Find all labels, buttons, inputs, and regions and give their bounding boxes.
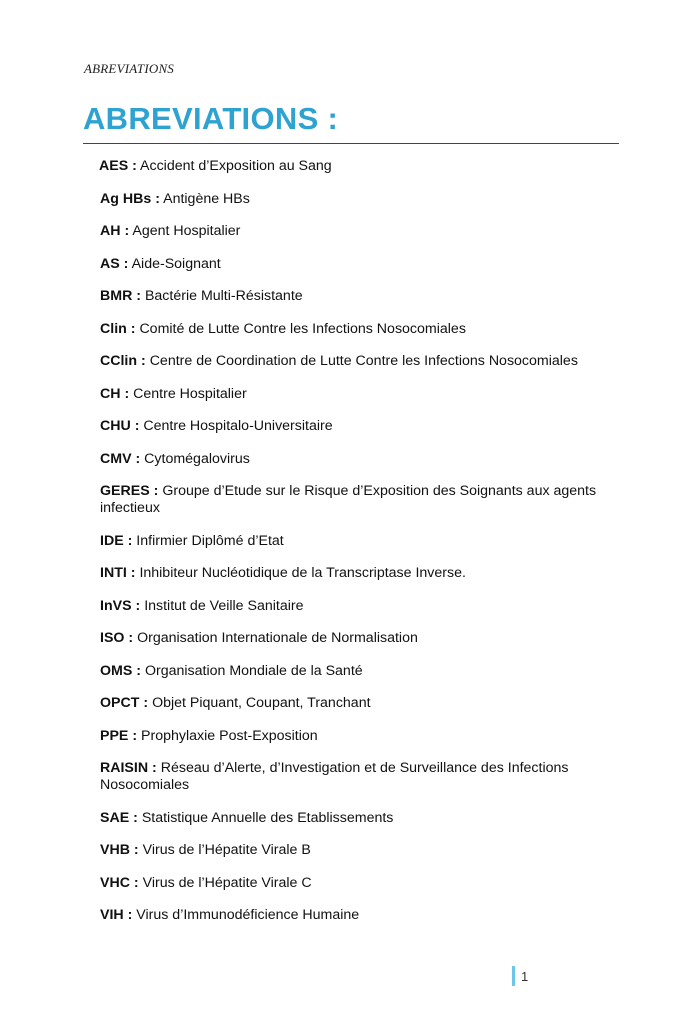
term-separator: : xyxy=(127,532,133,549)
abbreviation-definition: Infirmier Diplômé d’Etat xyxy=(136,532,284,549)
abbreviation-item xyxy=(100,533,600,550)
page-title: ABREVIATIONS : xyxy=(83,101,339,136)
term-separator: : xyxy=(124,223,130,239)
page-number-block xyxy=(512,966,528,986)
abbreviation-term: CMV xyxy=(100,450,132,467)
abbreviation-term: VHC xyxy=(100,874,130,891)
abbreviation-term: CHU xyxy=(100,418,131,434)
term-separator: : xyxy=(155,190,160,207)
abbreviation-term: CH xyxy=(100,385,121,402)
abbreviation-item xyxy=(100,728,600,745)
abbreviation-term: RAISIN xyxy=(100,760,149,776)
term-separator: : xyxy=(133,809,138,826)
term-separator: : xyxy=(133,874,139,891)
abbreviation-item xyxy=(100,630,600,647)
abbreviation-item xyxy=(100,598,600,615)
abbreviation-item xyxy=(100,695,600,712)
abbreviation-term: INTI xyxy=(100,565,127,581)
abbreviation-item xyxy=(100,483,600,517)
abbreviation-definition: Bactérie Multi-Résistante xyxy=(144,288,303,304)
abbreviation-item xyxy=(100,321,600,338)
abbreviation-definition: Centre de Coordination de Lutte Contre les Infections Nosocomiales xyxy=(149,353,578,369)
abbreviation-item xyxy=(100,191,600,208)
term-separator: : xyxy=(134,418,140,434)
term-separator: : xyxy=(152,760,157,776)
abbreviation-item xyxy=(100,760,600,794)
running-header: ABREVIATIONS xyxy=(84,61,175,76)
term-separator: : xyxy=(130,565,136,581)
abbreviation-definition: Inhibiteur Nucléotidique de la Transcriptase Inverse. xyxy=(139,565,466,581)
abbreviation-definition: Centre Hospitalier xyxy=(133,385,247,402)
abbreviation-item xyxy=(100,418,600,435)
abbreviation-definition: Organisation Internationale de Normalisation xyxy=(137,630,418,646)
abbreviation-definition: Cytomégalovirus xyxy=(144,450,250,467)
abbreviation-item xyxy=(100,663,600,680)
abbreviation-term: PPE xyxy=(100,727,129,744)
abbreviation-definition: Organisation Mondiale de la Santé xyxy=(144,662,363,679)
abbreviation-term: GERES xyxy=(100,483,150,499)
abbreviation-item xyxy=(99,158,600,175)
page-number: 1 xyxy=(521,968,529,984)
abbreviation-term: CClin xyxy=(100,353,138,369)
abbreviation-definition: Virus de l’Hépatite Virale C xyxy=(142,874,312,891)
abbreviation-item xyxy=(100,907,600,924)
abbreviation-item xyxy=(100,451,600,468)
abbreviation-definition: Réseau d’Alerte, d’Investigation et de Surveillance des Infections Nosocomiales xyxy=(100,760,569,793)
abbreviation-definition: Prophylaxie Post-Exposition xyxy=(141,727,318,744)
term-separator: : xyxy=(123,255,129,272)
abbreviation-term: AES xyxy=(99,158,129,174)
abbreviation-item xyxy=(100,223,600,240)
page-number-accent-bar xyxy=(512,966,515,986)
abbreviation-item xyxy=(100,353,600,370)
abbreviation-item xyxy=(100,256,600,273)
term-separator: : xyxy=(141,353,146,369)
abbreviation-item xyxy=(100,875,600,892)
abbreviation-definition: Virus d’Immunodéficience Humaine xyxy=(136,907,360,923)
term-separator: : xyxy=(133,842,139,858)
abbreviation-term: InVS xyxy=(100,597,132,614)
abbreviation-term: Ag HBs xyxy=(100,190,152,207)
abbreviation-definition: Institut de Veille Sanitaire xyxy=(144,597,304,614)
abbreviation-term: VIH xyxy=(100,907,124,923)
abbreviation-term: BMR xyxy=(100,288,133,304)
abbreviation-definition: Virus de l’Hépatite Virale B xyxy=(142,842,311,858)
abbreviation-term: ISO xyxy=(100,630,125,646)
term-separator: : xyxy=(135,450,141,467)
abbreviation-item xyxy=(100,842,600,859)
abbreviation-definition: Comité de Lutte Contre les Infections Nosocomiales xyxy=(139,320,466,337)
abbreviation-list xyxy=(100,158,600,940)
term-separator: : xyxy=(128,630,134,646)
term-separator: : xyxy=(136,288,141,304)
abbreviation-definition: Objet Piquant, Coupant, Tranchant xyxy=(152,695,371,711)
abbreviation-term: SAE xyxy=(100,809,130,826)
abbreviation-definition: Statistique Annuelle des Etablissements xyxy=(141,809,394,826)
abbreviation-definition: Agent Hospitalier xyxy=(132,223,241,239)
abbreviation-definition: Centre Hospitalo-Universitaire xyxy=(143,418,333,434)
abbreviation-term: IDE xyxy=(100,532,124,549)
abbreviation-item xyxy=(100,565,600,582)
term-separator: : xyxy=(130,320,136,337)
abbreviation-definition: Antigène HBs xyxy=(163,190,250,207)
term-separator: : xyxy=(132,727,138,744)
term-separator: : xyxy=(153,483,159,499)
abbreviation-term: VHB xyxy=(100,842,130,858)
abbreviation-term: OMS xyxy=(100,662,133,679)
abbreviation-term: OPCT xyxy=(100,695,140,711)
abbreviation-item xyxy=(100,288,600,305)
abbreviation-definition: Aide-Soignant xyxy=(131,255,221,272)
term-separator: : xyxy=(135,597,141,614)
abbreviation-definition: Accident d’Exposition au Sang xyxy=(140,158,332,174)
title-divider xyxy=(83,143,619,144)
abbreviation-term: AS xyxy=(100,255,120,272)
term-separator: : xyxy=(132,158,137,174)
abbreviation-term: Clin xyxy=(100,320,127,337)
term-separator: : xyxy=(143,695,149,711)
abbreviation-item xyxy=(100,386,600,403)
term-separator: : xyxy=(136,662,142,679)
abbreviation-definition: Groupe d’Etude sur le Risque d’Exposition des Soignants aux agents infectieux xyxy=(100,483,597,516)
abbreviation-item xyxy=(100,810,600,827)
term-separator: : xyxy=(127,907,133,923)
term-separator: : xyxy=(124,385,130,402)
abbreviation-term: AH xyxy=(100,223,121,239)
